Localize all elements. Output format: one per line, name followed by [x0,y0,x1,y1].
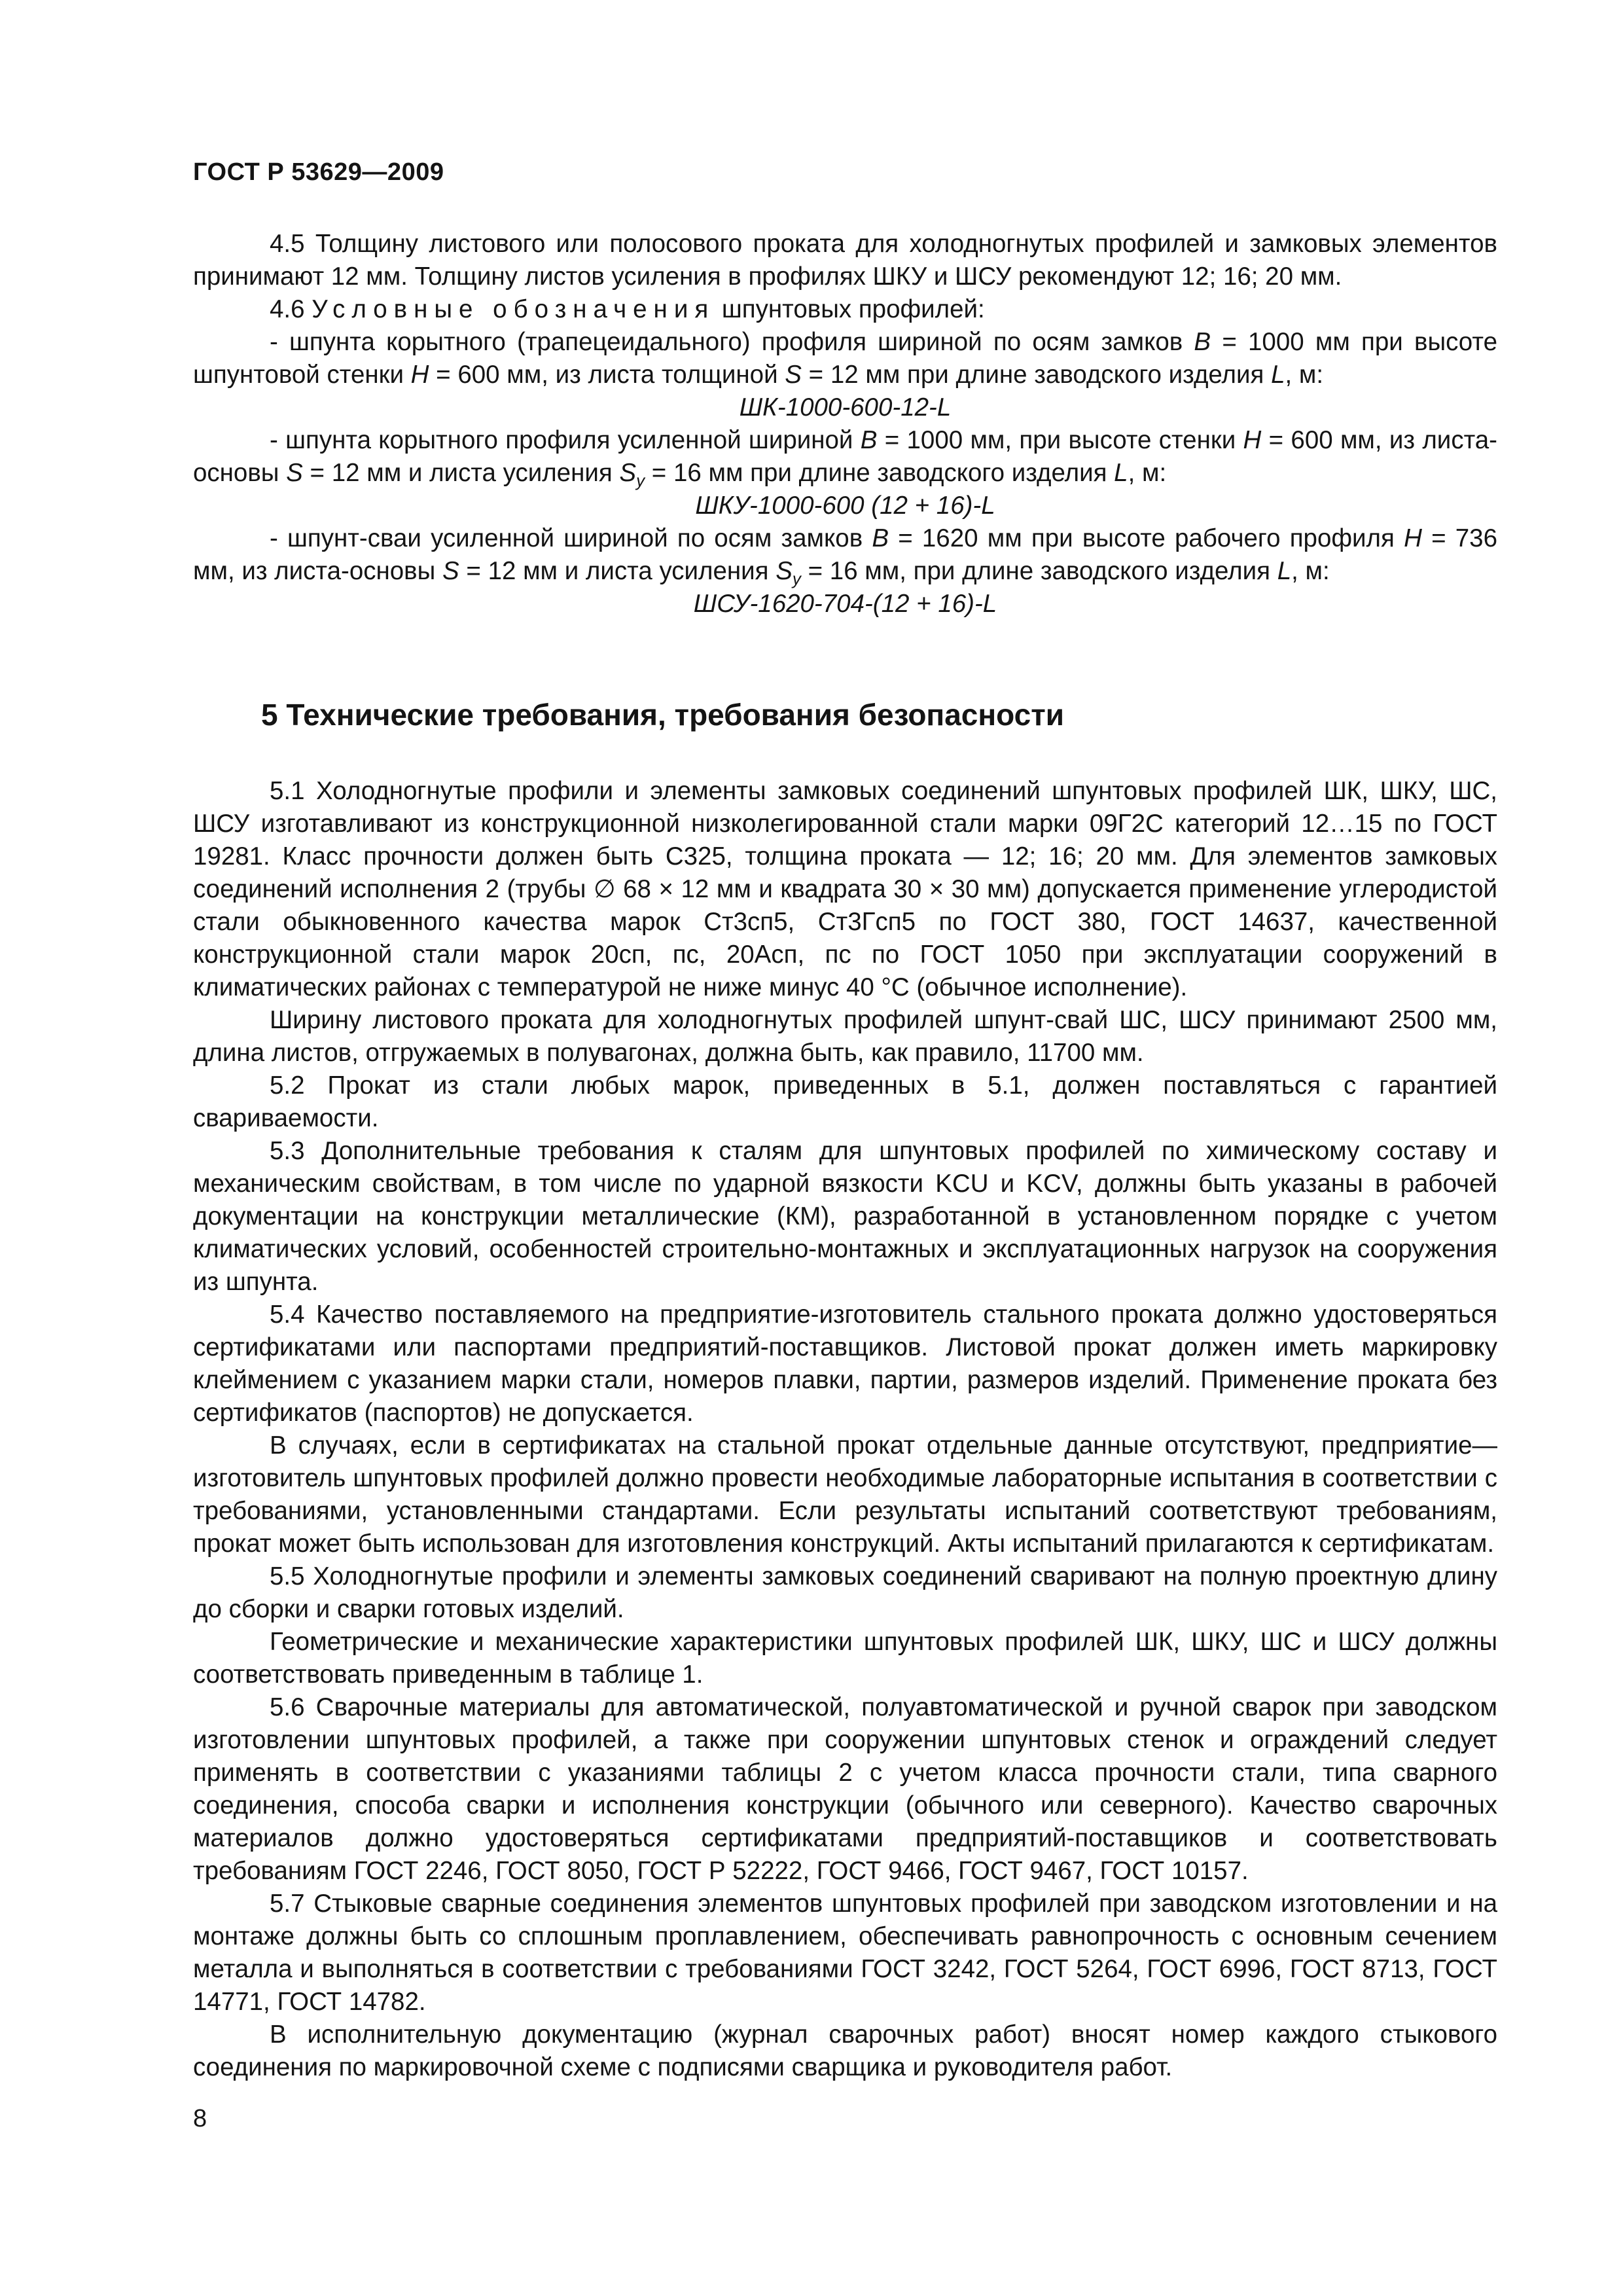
designation-item-1 [193,326,1497,391]
item-text: = 600 мм, из листа толщиной [429,361,785,389]
symbol-b: B [872,524,889,552]
designation-code-3: ШСУ-1620-704-(12 + 16)-L [693,590,997,618]
symbol-sy-subscript: y [792,569,801,588]
section-5-title: 5 Технические требования, требования безопасности [261,698,1065,732]
symbol-sy: S [619,459,637,487]
page-number: 8 [193,2105,207,2132]
paragraph-5-4-continued: В случаях, если в сертификатах на стальной прокат отдельные данные отсутствуют, предприятие—изготовитель шпунтовых профилей должно провести необходимые лабораторные испытания в соответствии с требованиями, установленными стандартами. Если результаты испытаний соответствуют требованиям, прокат может быть использован для изготовления конструкций. Акты испытаний прилагаются к сертификатам. [193,1431,1497,1558]
item-text: = 1000 мм, при высоте стенки [877,426,1243,454]
designation-item-2 [193,424,1497,490]
symbol-b: B [860,426,878,454]
symbol-h: H [1404,524,1422,552]
paragraph-5-5-continued: Геометрические и механические характеристики шпунтовых профилей ШК, ШКУ, ШС и ШСУ должны соответствовать приведенным в таблице 1. [193,1628,1497,1689]
clause-number: 4.6 [270,295,305,323]
item-text: = 1620 мм при высоте рабочего профиля [889,524,1404,552]
symbol-h: H [1243,426,1262,454]
designation-item-3 [193,522,1497,588]
item-text: - шпунта корытного профиля усиленной шириной [270,426,861,454]
paragraph-5-3: 5.3 Дополнительные требования к сталям для шпунтовых профилей по химическому составу и механическим свойствам, в том числе по ударной вязкости KCU и KCV, должны быть указаны в рабочей документации на конструкции металлические (КМ), разработанной в установленном порядке с учетом климатических условий, особенностей строительно-монтажных и эксплуатационных нагрузок на сооружения из шпунта. [193,1137,1497,1296]
item-text: , м: [1285,361,1324,389]
paragraph-5-1-continued: Ширину листового проката для холодногнутых профилей шпунт-свай ШС, ШСУ принимают 2500 мм, длина листов, отгружаемых в полувагонах, должна быть, как правило, 11700 мм. [193,1006,1497,1067]
item-text: - шпунта корытного (трапецеидального) профиля шириной по осям замков [270,328,1194,356]
paragraph-5-4: 5.4 Качество поставляемого на предприятие-изготовитель стального проката должно удостоверяться сертификатами или паспортами предприятий-поставщиков. Листовой прокат должен иметь маркировку клеймением с указанием марки стали, номеров плавки, партии, размеров изделий. Применение проката без сертификатов (паспортов) не допускается. [193,1300,1497,1427]
item-text: = 600 мм, из листа-основы [193,426,1497,487]
paragraph-5-7: 5.7 Стыковые сварные соединения элементов шпунтовых профилей при заводском изготовлении и на монтаже должны быть со сплошным проплавлением, обеспечивать равнопрочность с основным сечением металла и выполняться в соответствии с требованиями ГОСТ 3242, ГОСТ 5264, ГОСТ 6996, ГОСТ 8713, ГОСТ 14771, ГОСТ 14782. [193,1890,1497,2016]
designation-code-2: ШКУ-1000-600 (12 + 16)-L [695,492,995,520]
document-body [193,228,1497,2084]
item-text: = 12 мм при длине заводского изделия [801,361,1272,389]
paragraph-4-6 [193,293,1497,326]
paragraph-5-1: 5.1 Холодногнутые профили и элементы замковых соединений шпунтовых профилей ШК, ШКУ, ШС, ШСУ изготавливают из конструкционной низколегированной стали марки 09Г2С категорий 12…15 по ГОСТ 19281. Класс прочности должен быть С325, толщина проката — 12; 16; 20 мм. Для элементов замковых соединений исполнения 2 (трубы ∅ 68 × 12 мм и квадрата 30 × 30 мм) допускается применение углеродистой стали обыкновенного качества марок Ст3сп5, Ст3Гсп5 по ГОСТ 380, ГОСТ 14637, качественной конструкционной стали марок 20сп, пс, 20Асп, пс по ГОСТ 1050 при эксплуатации сооружений в климатических районах с температурой не ниже минус 40 °С (обычное исполнение). [193,777,1497,1001]
item-text: = 16 мм, при длине заводского изделия [800,557,1277,585]
item-text: , м: [1291,557,1330,585]
item-text: = 1000 мм при высоте шпунтовой стенки [193,328,1497,389]
symbol-s: S [286,459,303,487]
paragraph-5-6: 5.6 Сварочные материалы для автоматической, полуавтоматической и ручной сварок при заводском изготовлении шпунтовых профилей, а также при сооружении шпунтовых стенок и ограждений следует применять в соответствии с указаниями таблицы 2 с учетом класса прочности стали, типа сварного соединения, способа сварки и исполнения конструкции (обычного или северного). Качество сварочных материалов должно удостоверяться сертификатами предприятий-поставщиков и соответствовать требованиям ГОСТ 2246, ГОСТ 8050, ГОСТ Р 52222, ГОСТ 9466, ГОСТ 9467, ГОСТ 10157. [193,1693,1497,1885]
symbol-s: S [442,557,459,585]
symbol-l: L [1277,557,1292,585]
paragraph-5-7-continued: В исполнительную документацию (журнал сварочных работ) вносят номер каждого стыкового соединения по маркировочной схеме с подписями сварщика и руководителя работ. [193,2020,1497,2081]
symbol-sy: S [776,557,793,585]
item-text: , м: [1128,459,1167,487]
paragraph-5-2: 5.2 Прокат из стали любых марок, приведенных в 5.1, должен поставляться с гарантией свариваемости. [193,1071,1497,1132]
symbol-b: B [1194,328,1211,356]
item-text: = 16 мм при длине заводского изделия [645,459,1115,487]
symbol-s: S [785,361,802,389]
paragraph-4-5: 4.5 Толщину листового или полосового проката для холодногнутых профилей и замковых элементов принимают 12 мм. Толщину листов усиления в профилях ШКУ и ШСУ рекомендуют 12; 16; 20 мм. [193,230,1497,291]
paragraph-5-5: 5.5 Холодногнутые профили и элементы замковых соединений сваривают на полную проектную длину до сборки и сварки готовых изделий. [193,1562,1497,1623]
item-text: = 736 мм, из листа-основы [193,524,1497,585]
document-header: ГОСТ Р 53629—2009 [193,158,444,186]
designation-code-1: ШК-1000-600-12-L [739,393,952,422]
symbol-l: L [1271,361,1285,389]
item-text: = 12 мм и листа усиления [302,459,620,487]
item-text: = 12 мм и листа усиления [459,557,776,585]
item-text: - шпунт-сваи усиленной шириной по осям замков [270,524,872,552]
symbol-l: L [1114,459,1128,487]
symbol-h: H [410,361,429,389]
symbol-sy-subscript: y [636,471,645,490]
clause-text: шпунтовых профилей: [721,295,985,323]
clause-term: Условные обозначения [312,295,715,323]
